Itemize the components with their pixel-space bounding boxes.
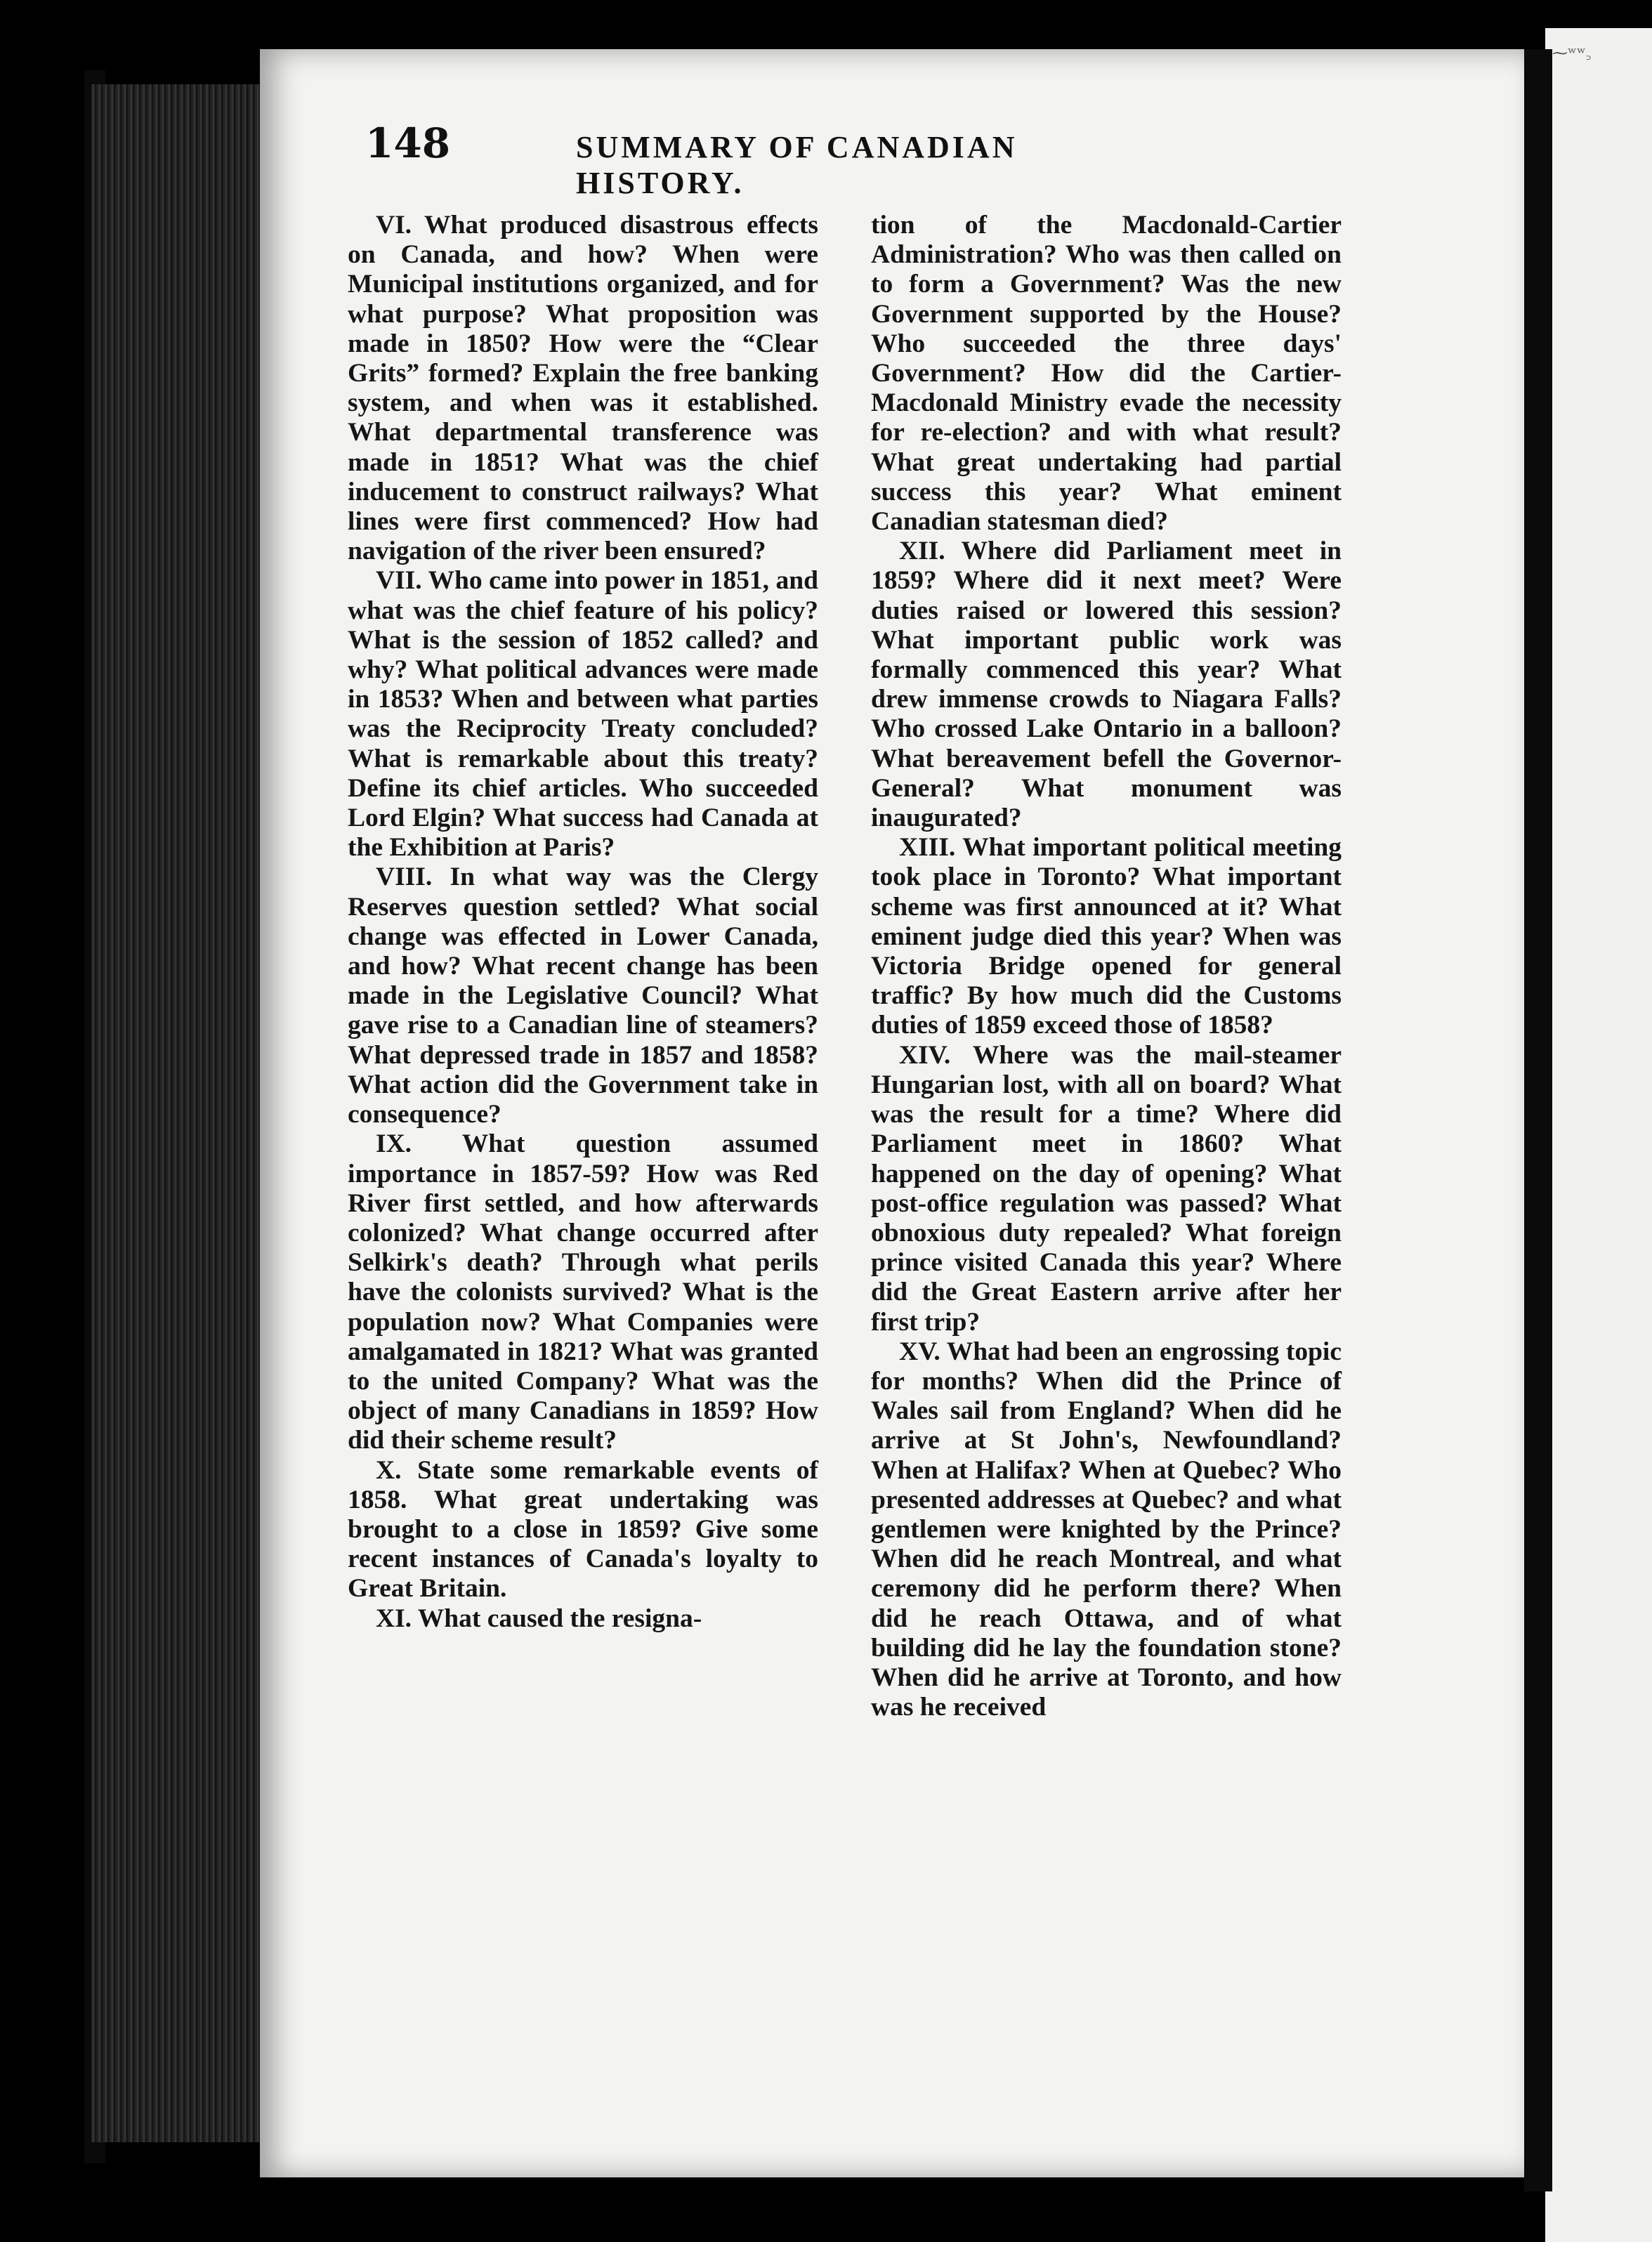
paragraph-xi-continued: tion of the Macdonald-Cartier Administration? Who was then called on to form a Government? Was the new Government supported by the House? Who succeeded the three days' Government? How did the Cartier-Macdonald Ministry evade the necessity for re-election? and with what result? What great undertaking had partial success this year? What eminent Canadian statesman died? [871, 211, 1342, 537]
paragraph-xi-start: XI. What caused the resigna- [376, 1604, 702, 1633]
paragraph-xii: XII. Where did Parliament meet in 1859? Where did it next meet? Were duties raised or lowered this session? What important public work was formally commenced this year? What drew immense crowds to Niagara Falls? Who crossed Lake Ontario in a balloon? What bereavement befell the Governor-General? What monument was inaugurated? [871, 537, 1342, 833]
paragraph-xiv: XIV. Where was the mail-steamer Hungarian lost, with all on board? What was the result for a time? Where did Parliament meet in 1860? What happened on the day of opening? What post-office regulation was passed? What obnoxious duty repealed? What foreign prince visited Canada this year? Where did the Great Eastern arrive after her first trip? [871, 1040, 1342, 1337]
paragraph-xv: XV. What had been an engrossing topic for months? When did the Prince of Wales sail from England? When did he arrive at St John's, Newfoundland? When at Halifax? When at Quebec? Who presented addresses at Quebec? and what gentlemen were knighted by the Prince? When did he reach Montreal, and what ceremony did he perform there? When did he reach Ottawa, and of what building did he lay the foundation stone? When did he arrive at Toronto, and how was he received [871, 1337, 1342, 1722]
left-column [348, 211, 818, 1634]
page-number: 148 [365, 119, 451, 167]
page-stack-edge [91, 84, 267, 2142]
book-gutter [1524, 49, 1552, 2191]
paragraph-xiii: XIII. What important political meeting took place in Toronto? What important scheme was first announced at it? What eminent judge died this year? When was Victoria Bridge opened for general traffic? By how much did the Customs duties of 1859 exceed those of 1858? [871, 833, 1342, 1040]
facing-page [1545, 28, 1652, 2242]
page-header [365, 119, 1194, 200]
paragraph-viii: VIII. In what way was the Clergy Reserves question settled? What social change was effected in Lower Canada, and how? What recent change has been made in the Legislative Council? What gave rise to a Canadian line of steamers? What depressed trade in 1857 and 1858? What action did the Government take in consequence? [348, 863, 818, 1129]
running-head: SUMMARY OF CANADIAN HISTORY. [576, 130, 1018, 200]
paragraph-x: X. State some remarkable events of 1858. What great undertaking was brought to a close in 1859? Give some recent instances of Canada's loyalty to Great Britain. [348, 1455, 818, 1604]
paragraph-vi: VI. What produced disastrous effects on Canada, and how? When were Municipal institutions organized, and for what purpose? What proposition was made in 1850? How were the “Clear Grits” formed? Explain the free banking system, and when was it established. What departmental transference was made in 1851? What was the chief inducement to construct railways? What lines were first commenced? How had navigation of the river been ensured? [348, 211, 818, 566]
facing-page-mark: ⁓ʷʷ꜆ [1552, 45, 1592, 63]
paragraph-vii: VII. Who came into power in 1851, and what was the chief feature of his policy? What is the session of 1852 called? and why? What political advances were made in 1853? When and between what parties was the Reciprocity Treaty concluded? What is remarkable about this treaty? Define its chief articles. Who succeeded Lord Elgin? What success had Canada at the Exhibition at Paris? [348, 566, 818, 863]
paragraph-ix: IX. What question assumed importance in 1857-59? How was Red River first settled, and how afterwards colonized? What change occurred after Selkirk's death? Through what perils have the colonists survived? What is the population now? What Companies were amalgamated in 1821? What was granted to the united Company? What was the object of many Canadians in 1859? How did their scheme result? [348, 1129, 818, 1455]
right-column [871, 211, 1342, 1722]
